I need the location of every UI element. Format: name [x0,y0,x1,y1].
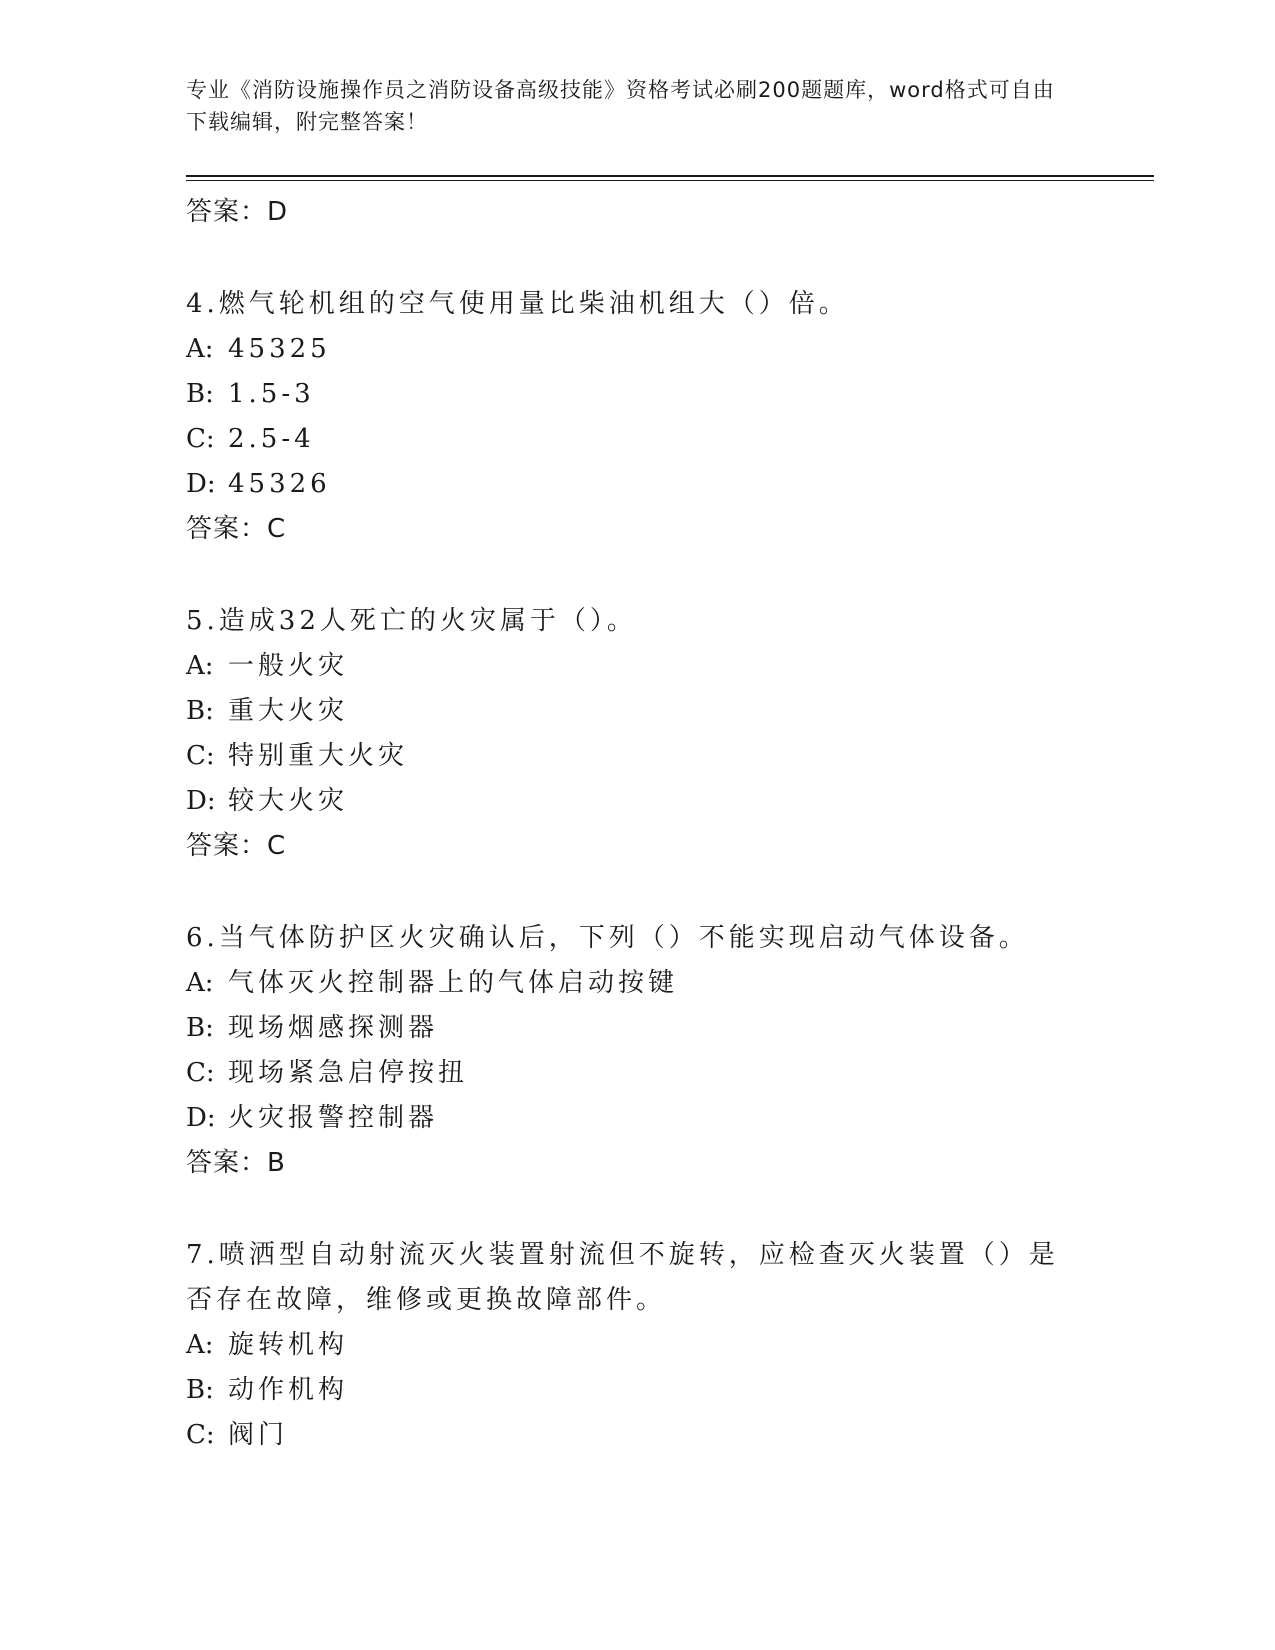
option-letter: A: [186,334,214,364]
option-letter: D: [186,1103,216,1133]
option-text: 1.5-3 [228,379,315,409]
option-a [186,644,1066,689]
answer-line: 答案：B [186,1148,286,1178]
option-letter: B: [186,1375,214,1405]
question-stem: 4.燃气轮机组的空气使用量比柴油机组大（）倍。 [186,289,849,319]
option-d [186,462,1066,507]
option-letter: C: [186,741,215,771]
option-text: 45325 [228,334,331,364]
option-a [186,1323,1066,1368]
option-text: 2.5-4 [228,424,315,454]
header-divider-thin [186,180,1154,181]
option-text: 现场烟感探测器 [228,1013,439,1043]
option-text: 旋转机构 [228,1330,349,1360]
document-header: 专业《消防设施操作员之消防设备高级技能》资格考试必刷200题题库，word格式可自由下载编辑，附完整答案！ [186,78,1055,134]
option-c [186,1051,1066,1096]
option-letter: A: [186,651,214,681]
option-text: 火灾报警控制器 [228,1103,439,1133]
option-b [186,372,1066,417]
option-letter: C: [186,424,215,454]
option-a [186,327,1066,372]
option-c [186,734,1066,779]
option-letter: C: [186,1420,215,1450]
question-list [186,190,1066,1458]
option-letter: B: [186,1013,214,1043]
option-letter: C: [186,1058,215,1088]
option-text: 重大火灾 [228,696,349,726]
answer-line: 答案：C [186,514,287,544]
option-text: 特别重大火灾 [228,741,409,771]
answer-line: 答案：C [186,831,287,861]
option-text: 阀门 [228,1420,289,1450]
option-b [186,1006,1066,1051]
question-stem: 7.喷洒型自动射流灭火装置射流但不旋转，应检查灭火装置（）是否存在故障，维修或更换故障部件。 [186,1240,1059,1315]
option-letter: D: [186,786,216,816]
option-d [186,1096,1066,1141]
question-stem: 6.当气体防护区火灾确认后，下列（）不能实现启动气体设备。 [186,923,1029,953]
option-text: 较大火灾 [228,786,349,816]
option-text: 动作机构 [228,1375,349,1405]
option-text: 一般火灾 [228,651,349,681]
option-letter: A: [186,968,214,998]
option-text: 45326 [228,469,331,499]
option-letter: A: [186,1330,214,1360]
option-c [186,417,1066,462]
option-b [186,689,1066,734]
option-letter: B: [186,379,214,409]
option-d [186,779,1066,824]
header-divider-thick [186,175,1154,177]
option-text: 现场紧急启停按扭 [228,1058,469,1088]
option-a [186,961,1066,1006]
answer-line: 答案：D [186,197,289,227]
option-text: 气体灭火控制器上的气体启动按键 [228,968,679,998]
option-b [186,1368,1066,1413]
option-letter: D: [186,469,216,499]
question-stem: 5.造成32人死亡的火灾属于（）。 [186,606,637,636]
option-letter: B: [186,696,214,726]
option-c [186,1413,1066,1458]
